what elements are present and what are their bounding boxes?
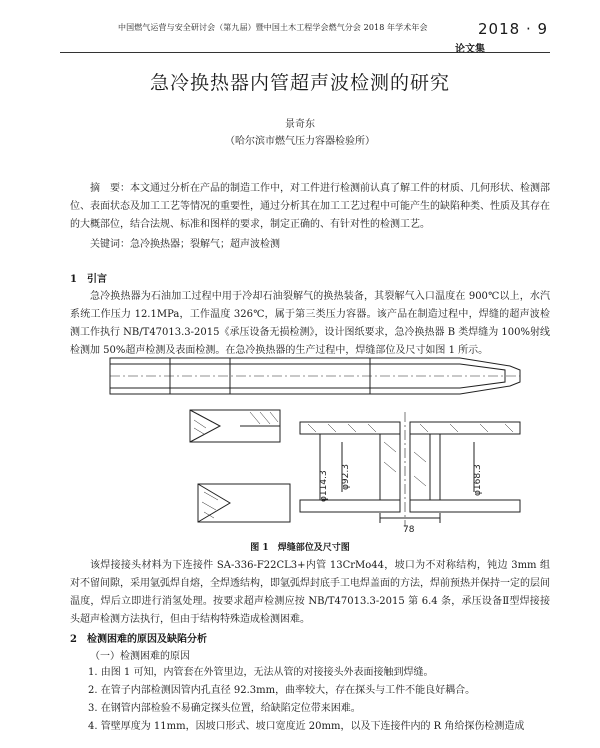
section-1-heading: 1 引言 — [70, 274, 107, 285]
header-rule — [60, 52, 550, 53]
affiliation: （哈尔滨市燃气压力容器检验所） — [225, 136, 375, 147]
collection-label: 论文集 — [455, 44, 485, 55]
section-1-body: 急冷换热器为石油加工过程中用于冷却石油裂解气的换热装备，其裂解气入口温度在 900℃以上，水汽系统工作压力 12.1MPa，工作温度 326℃，属于第三类压力容器。该产品在制造过程中，焊缝的超声波检测工作执行 NB/T47013.3-2015《承压设备无损检测》，设计图纸要求，急冷换热器 B 类焊缝为 100%射线检测加 50%超声检测及表面检测。在急冷换热器的生产过程中，焊缝部位及尺寸如图 1 所示。 — [70, 291, 550, 356]
subsection-heading: （一）检测困难的原因 — [90, 651, 190, 662]
abstract: 摘 要：本文通过分析在产品的制造工作中，对工件进行检测前认真了解工件的材质、几何形状、检测部位、表面状态及加工工艺等情况的重要性，通过分析其在加工工艺过程中可能产生的缺陷种类、性质及其存在的大概部位，结合法规、标准和图样的要求，制定正确的、有针对性的检测工艺。 — [70, 183, 550, 230]
list-item: 4. 管壁厚度为 11mm，因坡口形式、坡口宽度近 20mm，以及下连接件内的 R 角给探伤检测造成 — [88, 721, 525, 732]
list-item: 3. 在钢管内部检验不易确定探头位置，给缺陷定位带来困难。 — [88, 703, 361, 714]
conference-header: 中国燃气运营与安全研讨会（第九届）暨中国土木工程学会燃气分会 2018 年学术年会 — [118, 23, 428, 32]
section-2-heading: 2 检测困难的原因及缺陷分析 — [70, 634, 207, 645]
difficulty-list — [88, 664, 550, 736]
dim-114: φ114.3 — [319, 470, 329, 502]
dim-92: φ92.3 — [341, 464, 351, 490]
dim-78: 78 — [403, 525, 415, 534]
dim-168: φ168.3 — [473, 464, 483, 496]
weld-detail-upper — [190, 410, 280, 442]
weld-dimension-figure — [80, 352, 540, 534]
paper-title: 急冷换热器内管超声波检测的研究 — [149, 72, 450, 94]
keywords: 关键词：急冷换热器；裂解气；超声波检测 — [90, 239, 280, 250]
weld-description: 该焊接接头材料为下连接件 SA-336-F22CL3+内管 13CrMo44，坡口为不对称结构，钝边 3mm 组对不留间隙，采用氩弧焊自熔，全焊透结构，即氩弧焊封底手工电焊盖面的方法，焊前预热并保持一定的层间温度，焊后立即进行消氢处理。按要求超声检测应按 NB/T47013.3-2015 第 6.4 条，承压设备Ⅱ型焊接接头超声检测方法执行，但由于结构特殊造成检测困难。 — [70, 560, 550, 625]
list-item: 2. 在管子内部检测因管内孔直径 92.3mm，曲率较大，存在探头与工件不能良好耦合。 — [88, 685, 476, 696]
list-item: 1. 由图 1 可知，内管套在外管里边，无法从管的对接接头外表面接触到焊缝。 — [88, 667, 434, 678]
cross-section — [300, 412, 520, 527]
figure-caption: 图 1 焊缝部位及尺寸图 — [250, 543, 350, 553]
weld-detail-lower — [198, 484, 290, 522]
tube-outline — [110, 358, 520, 394]
author: 景奇东 — [285, 119, 315, 130]
issue-date: 2018 · 9 — [478, 20, 549, 38]
